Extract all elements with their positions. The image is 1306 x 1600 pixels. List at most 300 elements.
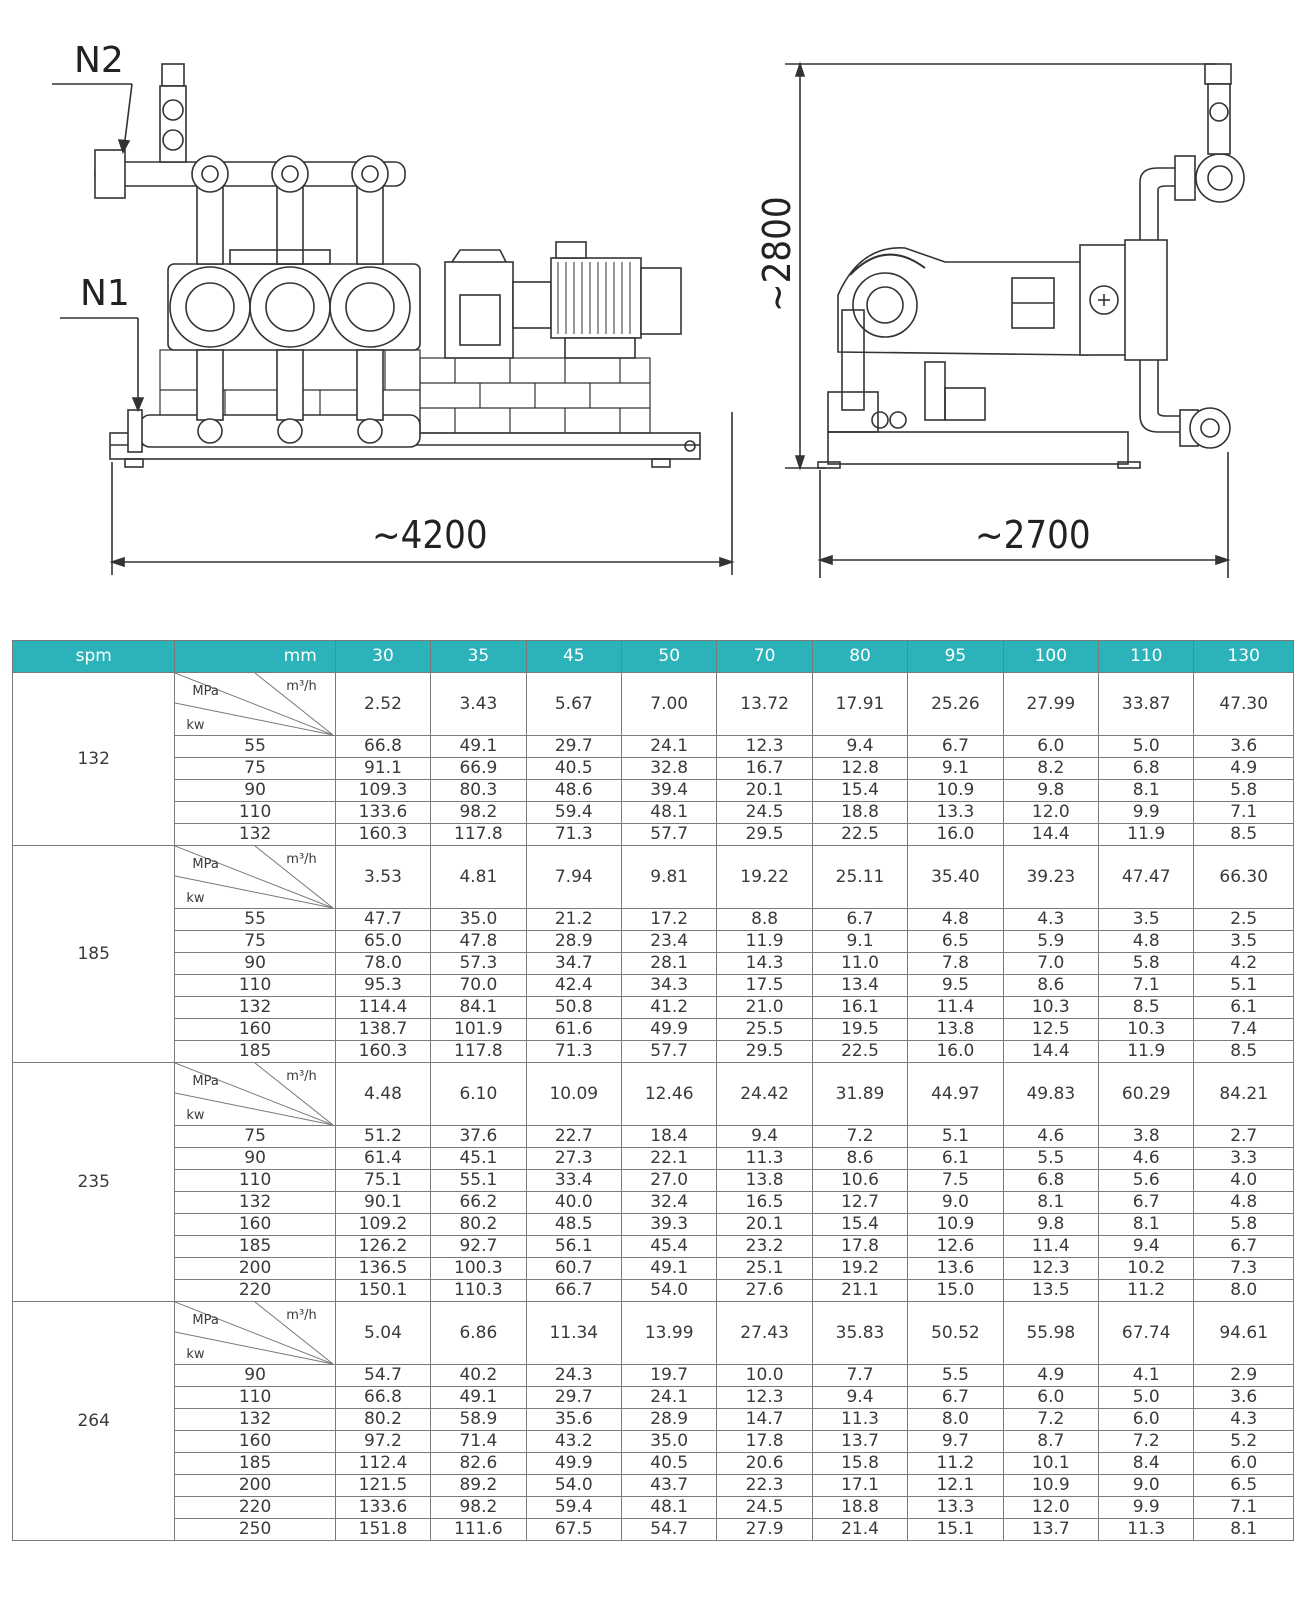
unit-diagonal-cell (175, 1302, 335, 1365)
pressure-cell: 6.7 (1099, 1192, 1194, 1214)
pressure-cell: 66.2 (431, 1192, 526, 1214)
pressure-cell: 7.2 (1003, 1409, 1098, 1431)
pressure-row (13, 1431, 1294, 1453)
spec-table (12, 640, 1294, 1541)
pressure-cell: 4.3 (1003, 909, 1098, 931)
pressure-cell: 37.6 (431, 1126, 526, 1148)
flow-cell: 11.34 (526, 1302, 621, 1365)
kw-cell: 160 (175, 1431, 335, 1453)
pressure-cell: 50.8 (526, 997, 621, 1019)
spm-cell: 132 (13, 673, 175, 846)
pressure-cell: 48.5 (526, 1214, 621, 1236)
pressure-cell: 150.1 (335, 1280, 430, 1302)
pressure-cell: 92.7 (431, 1236, 526, 1258)
pressure-cell: 12.8 (812, 758, 907, 780)
label-n2: N2 (74, 40, 124, 81)
pressure-cell: 24.1 (622, 1387, 717, 1409)
unit-label-kw: kw (186, 718, 205, 733)
kw-cell: 185 (175, 1236, 335, 1258)
header-bore: 50 (622, 641, 717, 673)
pressure-cell: 9.1 (908, 758, 1003, 780)
pressure-cell: 18.8 (812, 802, 907, 824)
pressure-cell: 14.3 (717, 953, 812, 975)
pressure-cell: 35.0 (431, 909, 526, 931)
pressure-cell: 43.7 (622, 1475, 717, 1497)
pressure-cell: 8.2 (1003, 758, 1098, 780)
flow-cell: 47.30 (1194, 673, 1294, 736)
pressure-cell: 109.3 (335, 780, 430, 802)
flow-cell: 33.87 (1099, 673, 1194, 736)
flow-cell: 12.46 (622, 1063, 717, 1126)
pressure-cell: 133.6 (335, 802, 430, 824)
pressure-cell: 7.1 (1194, 1497, 1294, 1519)
kw-cell: 110 (175, 975, 335, 997)
pressure-cell: 3.8 (1099, 1126, 1194, 1148)
pressure-cell: 15.4 (812, 780, 907, 802)
pressure-cell: 6.1 (908, 1148, 1003, 1170)
pressure-cell: 27.3 (526, 1148, 621, 1170)
pressure-cell: 6.5 (1194, 1475, 1294, 1497)
pressure-cell: 9.8 (1003, 780, 1098, 802)
pressure-cell: 54.7 (335, 1365, 430, 1387)
pressure-cell: 111.6 (431, 1519, 526, 1541)
pressure-cell: 5.9 (1003, 931, 1098, 953)
flow-cell: 44.97 (908, 1063, 1003, 1126)
pressure-cell: 17.5 (717, 975, 812, 997)
pressure-cell: 54.0 (526, 1475, 621, 1497)
dim-width-label: ~2700 (975, 513, 1091, 557)
spm-cell: 235 (13, 1063, 175, 1302)
pressure-cell: 49.9 (526, 1453, 621, 1475)
pressure-cell: 9.9 (1099, 1497, 1194, 1519)
pressure-cell: 13.6 (908, 1258, 1003, 1280)
kw-cell: 160 (175, 1019, 335, 1041)
pressure-cell: 8.1 (1099, 780, 1194, 802)
flow-row (13, 673, 1294, 736)
flow-cell: 7.00 (622, 673, 717, 736)
unit-label-mpa: MPa (192, 857, 219, 872)
pressure-cell: 61.6 (526, 1019, 621, 1041)
pressure-cell: 6.0 (1003, 736, 1098, 758)
pressure-row (13, 1497, 1294, 1519)
pressure-cell: 9.5 (908, 975, 1003, 997)
pressure-cell: 51.2 (335, 1126, 430, 1148)
pressure-row (13, 1258, 1294, 1280)
pressure-row (13, 1475, 1294, 1497)
pressure-cell: 17.8 (717, 1431, 812, 1453)
unit-label-kw: kw (186, 1108, 205, 1123)
pressure-cell: 29.7 (526, 1387, 621, 1409)
unit-diagonal-cell (175, 846, 335, 909)
pressure-cell: 4.3 (1194, 1409, 1294, 1431)
pressure-cell: 7.8 (908, 953, 1003, 975)
pressure-cell: 95.3 (335, 975, 430, 997)
pressure-cell: 2.9 (1194, 1365, 1294, 1387)
pressure-cell: 20.1 (717, 780, 812, 802)
pressure-cell: 49.1 (431, 736, 526, 758)
pressure-row (13, 1214, 1294, 1236)
pressure-cell: 49.1 (431, 1387, 526, 1409)
pressure-cell: 11.9 (1099, 824, 1194, 846)
pressure-cell: 13.5 (1003, 1280, 1098, 1302)
flow-cell: 19.22 (717, 846, 812, 909)
pressure-cell: 56.1 (526, 1236, 621, 1258)
pressure-cell: 9.0 (908, 1192, 1003, 1214)
pressure-cell: 59.4 (526, 802, 621, 824)
pressure-cell: 7.4 (1194, 1019, 1294, 1041)
pressure-cell: 34.7 (526, 953, 621, 975)
pressure-cell: 45.1 (431, 1148, 526, 1170)
pressure-cell: 57.3 (431, 953, 526, 975)
pressure-cell: 13.7 (1003, 1519, 1098, 1541)
pressure-cell: 13.4 (812, 975, 907, 997)
pressure-cell: 4.8 (1099, 931, 1194, 953)
dim-height-label: ~2800 (755, 196, 799, 312)
flow-cell: 24.42 (717, 1063, 812, 1126)
pressure-cell: 110.3 (431, 1280, 526, 1302)
kw-cell: 132 (175, 824, 335, 846)
header-bore: 100 (1003, 641, 1098, 673)
pressure-cell: 5.2 (1194, 1431, 1294, 1453)
pressure-cell: 13.3 (908, 1497, 1003, 1519)
pressure-cell: 66.8 (335, 736, 430, 758)
spm-cell: 264 (13, 1302, 175, 1541)
pressure-cell: 7.7 (812, 1365, 907, 1387)
pressure-cell: 20.1 (717, 1214, 812, 1236)
pressure-cell: 12.1 (908, 1475, 1003, 1497)
pressure-cell: 12.6 (908, 1236, 1003, 1258)
flow-cell: 7.94 (526, 846, 621, 909)
pressure-cell: 7.0 (1003, 953, 1098, 975)
pressure-row (13, 802, 1294, 824)
pressure-cell: 12.7 (812, 1192, 907, 1214)
pressure-cell: 49.1 (622, 1258, 717, 1280)
pressure-cell: 11.2 (1099, 1280, 1194, 1302)
pressure-cell: 40.0 (526, 1192, 621, 1214)
pressure-cell: 27.9 (717, 1519, 812, 1541)
pressure-row (13, 1387, 1294, 1409)
pressure-cell: 17.8 (812, 1236, 907, 1258)
header-spm: spm (13, 641, 175, 673)
flow-cell: 39.23 (1003, 846, 1098, 909)
flow-cell: 67.74 (1099, 1302, 1194, 1365)
pressure-cell: 112.4 (335, 1453, 430, 1475)
pressure-cell: 13.7 (812, 1431, 907, 1453)
unit-label-mpa: MPa (192, 1074, 219, 1089)
pressure-cell: 27.6 (717, 1280, 812, 1302)
pressure-cell: 82.6 (431, 1453, 526, 1475)
pressure-cell: 98.2 (431, 1497, 526, 1519)
flow-cell: 3.53 (335, 846, 430, 909)
pressure-cell: 15.0 (908, 1280, 1003, 1302)
pressure-cell: 25.5 (717, 1019, 812, 1041)
pressure-row (13, 1148, 1294, 1170)
pressure-cell: 10.2 (1099, 1258, 1194, 1280)
flow-cell: 25.26 (908, 673, 1003, 736)
pressure-cell: 2.7 (1194, 1126, 1294, 1148)
pressure-cell: 24.5 (717, 802, 812, 824)
pressure-cell: 160.3 (335, 824, 430, 846)
pressure-cell: 28.1 (622, 953, 717, 975)
pressure-cell: 11.4 (908, 997, 1003, 1019)
pressure-cell: 84.1 (431, 997, 526, 1019)
pressure-cell: 71.4 (431, 1431, 526, 1453)
pressure-cell: 138.7 (335, 1019, 430, 1041)
header-bore: 35 (431, 641, 526, 673)
pressure-cell: 9.0 (1099, 1475, 1194, 1497)
kw-cell: 220 (175, 1497, 335, 1519)
pressure-cell: 16.1 (812, 997, 907, 1019)
flow-cell: 66.30 (1194, 846, 1294, 909)
pressure-cell: 114.4 (335, 997, 430, 1019)
pressure-cell: 8.8 (717, 909, 812, 931)
kw-cell: 132 (175, 1409, 335, 1431)
pressure-row (13, 1041, 1294, 1063)
flow-cell: 5.04 (335, 1302, 430, 1365)
pressure-cell: 22.7 (526, 1126, 621, 1148)
pressure-cell: 6.5 (908, 931, 1003, 953)
pressure-cell: 8.0 (1194, 1280, 1294, 1302)
pressure-cell: 28.9 (526, 931, 621, 953)
pressure-cell: 5.1 (1194, 975, 1294, 997)
pressure-row (13, 1019, 1294, 1041)
pressure-cell: 4.9 (1003, 1365, 1098, 1387)
pressure-cell: 71.3 (526, 824, 621, 846)
flow-cell: 5.67 (526, 673, 621, 736)
flow-cell: 10.09 (526, 1063, 621, 1126)
pressure-cell: 35.6 (526, 1409, 621, 1431)
pressure-cell: 13.8 (717, 1170, 812, 1192)
pressure-cell: 80.3 (431, 780, 526, 802)
pressure-row (13, 1409, 1294, 1431)
flow-cell: 2.52 (335, 673, 430, 736)
pressure-cell: 4.1 (1099, 1365, 1194, 1387)
pressure-cell: 12.0 (1003, 1497, 1098, 1519)
pressure-cell: 6.8 (1099, 758, 1194, 780)
kw-cell: 75 (175, 758, 335, 780)
flow-cell: 47.47 (1099, 846, 1194, 909)
header-bore: 45 (526, 641, 621, 673)
unit-label-kw: kw (186, 891, 205, 906)
pressure-row (13, 1192, 1294, 1214)
pressure-cell: 4.8 (1194, 1192, 1294, 1214)
front-view (52, 64, 700, 467)
header-row (13, 641, 1294, 673)
pressure-cell: 22.1 (622, 1148, 717, 1170)
pressure-cell: 117.8 (431, 1041, 526, 1063)
kw-cell: 90 (175, 1148, 335, 1170)
header-bore: 30 (335, 641, 430, 673)
pressure-cell: 18.8 (812, 1497, 907, 1519)
pressure-cell: 28.9 (622, 1409, 717, 1431)
pressure-cell: 10.3 (1003, 997, 1098, 1019)
pressure-cell: 12.0 (1003, 802, 1098, 824)
header-mm: mm (175, 641, 335, 673)
pressure-cell: 10.6 (812, 1170, 907, 1192)
pressure-cell: 67.5 (526, 1519, 621, 1541)
pressure-cell: 101.9 (431, 1019, 526, 1041)
kw-cell: 185 (175, 1041, 335, 1063)
flow-cell: 6.86 (431, 1302, 526, 1365)
pressure-cell: 9.4 (717, 1126, 812, 1148)
pressure-cell: 9.7 (908, 1431, 1003, 1453)
unit-label-m3h: m³/h (286, 1069, 317, 1084)
pump-drawing-svg (0, 0, 1306, 600)
pressure-cell: 32.8 (622, 758, 717, 780)
kw-cell: 110 (175, 802, 335, 824)
pressure-cell: 89.2 (431, 1475, 526, 1497)
pressure-cell: 13.8 (908, 1019, 1003, 1041)
pressure-cell: 8.0 (908, 1409, 1003, 1431)
pressure-row (13, 1280, 1294, 1302)
pressure-cell: 4.6 (1099, 1148, 1194, 1170)
pressure-cell: 97.2 (335, 1431, 430, 1453)
kw-cell: 250 (175, 1519, 335, 1541)
pressure-cell: 11.2 (908, 1453, 1003, 1475)
header-bore: 130 (1194, 641, 1294, 673)
pressure-cell: 6.0 (1003, 1387, 1098, 1409)
pressure-cell: 48.1 (622, 802, 717, 824)
pressure-cell: 19.7 (622, 1365, 717, 1387)
pressure-cell: 12.3 (1003, 1258, 1098, 1280)
pressure-cell: 15.8 (812, 1453, 907, 1475)
pressure-row (13, 997, 1294, 1019)
pressure-cell: 8.5 (1099, 997, 1194, 1019)
pressure-cell: 59.4 (526, 1497, 621, 1519)
dim-length-label: ~4200 (372, 513, 488, 557)
flow-row (13, 1063, 1294, 1126)
pressure-cell: 6.8 (1003, 1170, 1098, 1192)
pressure-cell: 12.3 (717, 736, 812, 758)
pressure-cell: 117.8 (431, 824, 526, 846)
pressure-cell: 8.6 (812, 1148, 907, 1170)
flow-cell: 55.98 (1003, 1302, 1098, 1365)
pressure-cell: 133.6 (335, 1497, 430, 1519)
pressure-cell: 109.2 (335, 1214, 430, 1236)
flow-cell: 49.83 (1003, 1063, 1098, 1126)
pressure-cell: 21.1 (812, 1280, 907, 1302)
pressure-cell: 10.9 (1003, 1475, 1098, 1497)
pressure-cell: 5.1 (908, 1126, 1003, 1148)
pressure-cell: 71.3 (526, 1041, 621, 1063)
pressure-cell: 12.5 (1003, 1019, 1098, 1041)
pressure-cell: 7.1 (1099, 975, 1194, 997)
pressure-cell: 16.7 (717, 758, 812, 780)
pressure-cell: 60.7 (526, 1258, 621, 1280)
pressure-cell: 11.9 (1099, 1041, 1194, 1063)
pressure-cell: 54.7 (622, 1519, 717, 1541)
flow-cell: 27.99 (1003, 673, 1098, 736)
pressure-cell: 16.0 (908, 1041, 1003, 1063)
pressure-row (13, 909, 1294, 931)
flow-cell: 84.21 (1194, 1063, 1294, 1126)
kw-cell: 90 (175, 953, 335, 975)
pressure-cell: 57.7 (622, 1041, 717, 1063)
flow-cell: 13.72 (717, 673, 812, 736)
pressure-cell: 61.4 (335, 1148, 430, 1170)
pressure-cell: 6.7 (812, 909, 907, 931)
pressure-cell: 47.8 (431, 931, 526, 953)
unit-label-mpa: MPa (192, 684, 219, 699)
kw-cell: 55 (175, 909, 335, 931)
flow-cell: 6.10 (431, 1063, 526, 1126)
pressure-cell: 41.2 (622, 997, 717, 1019)
pressure-cell: 15.1 (908, 1519, 1003, 1541)
technical-drawing (0, 0, 1306, 600)
pressure-cell: 17.2 (622, 909, 717, 931)
pressure-cell: 4.0 (1194, 1170, 1294, 1192)
pressure-cell: 55.1 (431, 1170, 526, 1192)
flow-cell: 17.91 (812, 673, 907, 736)
pressure-cell: 21.0 (717, 997, 812, 1019)
pressure-cell: 9.4 (812, 1387, 907, 1409)
pressure-cell: 6.7 (908, 1387, 1003, 1409)
pressure-cell: 6.7 (1194, 1236, 1294, 1258)
pressure-cell: 2.5 (1194, 909, 1294, 931)
pressure-row (13, 736, 1294, 758)
pressure-cell: 10.1 (1003, 1453, 1098, 1475)
flow-cell: 35.40 (908, 846, 1003, 909)
pressure-cell: 98.2 (431, 802, 526, 824)
flow-cell: 50.52 (908, 1302, 1003, 1365)
pressure-cell: 48.1 (622, 1497, 717, 1519)
pressure-cell: 8.7 (1003, 1431, 1098, 1453)
kw-cell: 160 (175, 1214, 335, 1236)
pressure-cell: 42.4 (526, 975, 621, 997)
pressure-cell: 8.5 (1194, 824, 1294, 846)
spm-cell: 185 (13, 846, 175, 1063)
pressure-cell: 75.1 (335, 1170, 430, 1192)
pressure-cell: 18.4 (622, 1126, 717, 1148)
flow-cell: 25.11 (812, 846, 907, 909)
pressure-cell: 43.2 (526, 1431, 621, 1453)
flow-cell: 35.83 (812, 1302, 907, 1365)
pressure-cell: 100.3 (431, 1258, 526, 1280)
pressure-cell: 40.5 (526, 758, 621, 780)
pressure-cell: 5.5 (908, 1365, 1003, 1387)
pressure-cell: 8.4 (1099, 1453, 1194, 1475)
pressure-cell: 22.5 (812, 824, 907, 846)
pressure-cell: 6.0 (1099, 1409, 1194, 1431)
flow-cell: 4.81 (431, 846, 526, 909)
pressure-cell: 121.5 (335, 1475, 430, 1497)
pressure-cell: 6.0 (1194, 1453, 1294, 1475)
flow-cell: 27.43 (717, 1302, 812, 1365)
kw-cell: 75 (175, 1126, 335, 1148)
unit-diagonal-cell (175, 673, 335, 736)
pressure-cell: 14.7 (717, 1409, 812, 1431)
unit-label-m3h: m³/h (286, 852, 317, 867)
pressure-cell: 3.5 (1099, 909, 1194, 931)
pressure-cell: 65.0 (335, 931, 430, 953)
pressure-cell: 29.5 (717, 1041, 812, 1063)
flow-cell: 94.61 (1194, 1302, 1294, 1365)
header-bore: 95 (908, 641, 1003, 673)
table-body (13, 673, 1294, 1541)
pressure-cell: 9.4 (1099, 1236, 1194, 1258)
header-bore: 70 (717, 641, 812, 673)
pressure-cell: 39.4 (622, 780, 717, 802)
pressure-cell: 29.7 (526, 736, 621, 758)
pressure-cell: 136.5 (335, 1258, 430, 1280)
pressure-cell: 11.3 (717, 1148, 812, 1170)
pressure-cell: 39.3 (622, 1214, 717, 1236)
kw-cell: 200 (175, 1258, 335, 1280)
pressure-row (13, 780, 1294, 802)
pressure-cell: 23.2 (717, 1236, 812, 1258)
flow-cell: 3.43 (431, 673, 526, 736)
label-n1: N1 (80, 273, 130, 314)
